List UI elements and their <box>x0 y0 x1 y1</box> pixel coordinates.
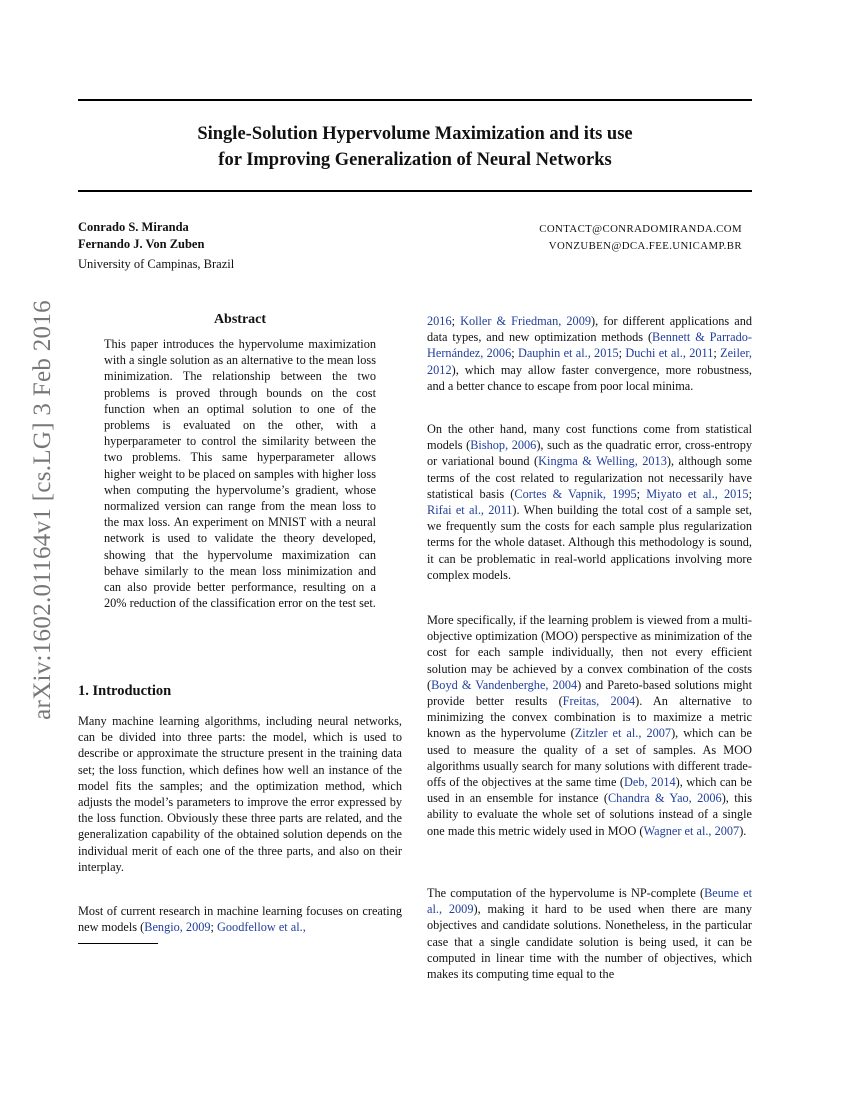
text-run: ; <box>618 346 626 361</box>
affiliation: University of Campinas, Brazil <box>78 257 235 271</box>
right-paragraph-4 <box>427 885 752 982</box>
author-email[interactable]: VONZUBEN@DCA.FEE.UNICAMP.BR <box>548 240 742 252</box>
right-paragraph-3 <box>427 612 752 839</box>
right-paragraph-2 <box>427 421 752 583</box>
paper-title <box>78 121 752 173</box>
title-line-2: for Improving Generalization of Neural Networks <box>218 150 612 170</box>
citation-link[interactable]: Miyato et al., 2015 <box>646 486 749 501</box>
text-run: On the other hand, many cost functions come from statistical models ( <box>427 422 752 453</box>
abstract-heading: Abstract <box>213 312 267 327</box>
author-block <box>78 219 234 273</box>
text-run: ), which can be used in an ensemble for instance ( <box>427 775 752 806</box>
citation-link[interactable]: Goodfellow et al., <box>217 920 306 935</box>
text-run: The computation of the hypervolume is NP-complete ( <box>427 886 705 900</box>
text-run: ; <box>210 920 218 935</box>
author-name: Fernando J. Von Zuben <box>78 237 205 251</box>
text-run: ; <box>748 486 752 501</box>
text-run: ). <box>739 823 747 838</box>
citation-link[interactable]: 2016 <box>427 314 452 328</box>
author-email[interactable]: CONTACT@CONRADOMIRANDA.COM <box>539 223 742 235</box>
arxiv-identifier[interactable]: arXiv:1602.01164v1 [cs.LG] 3 Feb 2016 <box>29 300 56 720</box>
footnote-rule <box>78 943 158 944</box>
citation-link[interactable]: Zeiler, 2012 <box>427 346 752 377</box>
citation-link[interactable]: Koller & Friedman, 2009 <box>460 314 591 328</box>
text-run: ; <box>451 314 461 328</box>
top-rule <box>78 99 752 101</box>
text-run: More specifically, if the learning problem is viewed from a multi-objective optimization (MOO) perspective as minimization of the cost for each sample individually, then not every efficient solution may be achieved by a convex combination of the costs ( <box>427 613 752 692</box>
text-run: ; <box>636 486 647 501</box>
text-run: ) and Pareto-based solutions might provide better results ( <box>427 677 752 709</box>
citation-link[interactable]: Bengio, 2009 <box>144 920 211 935</box>
citation-link[interactable]: Deb, 2014 <box>624 775 676 790</box>
text-run: ), for different applications and data types, and new optimization methods ( <box>427 314 752 345</box>
citation-link[interactable]: Beume et al., 2009 <box>427 886 752 917</box>
intro-paragraph-1: Many machine learning algorithms, including neural networks, can be divided into three parts: the model, which is used to describe or approximate the structure present in the training data set; the loss function, which defines how well an instance of the model fits the samples; and the optimization method, which adjusts the model’s parameters to improve the error expressed by the loss function. Obviously these three parts are related, and the generalization capability of the obtained solution depends on the individual merit of each one of the three parts, and also on their interplay. <box>78 714 402 874</box>
text-run: ), which may allow faster convergence, more robustness, and a better chance to escape from poor local minima. <box>427 362 752 393</box>
text-run: ). An alternative to minimizing the convex combination is to maximize a metric known as the hypervolume ( <box>427 694 753 741</box>
citation-link[interactable]: Freitas, 2004 <box>562 694 636 709</box>
citation-link[interactable]: Rifai et al., 2011 <box>427 503 513 518</box>
text-run: ; <box>713 346 721 361</box>
section-heading-introduction: 1. Introduction <box>78 683 172 699</box>
title-line-1: Single-Solution Hypervolume Maximization and its use <box>197 124 633 144</box>
intro-paragraph-2 <box>78 903 402 935</box>
text-run: ; <box>511 346 518 361</box>
email-block <box>539 221 742 255</box>
citation-link[interactable]: Duchi et al., 2011 <box>625 346 714 361</box>
citation-link[interactable]: Zitzler et al., 2007 <box>574 726 672 741</box>
citation-link[interactable]: Kingma & Welling, 2013 <box>538 454 667 469</box>
citation-link[interactable]: Cortes & Vapnik, 1995 <box>514 486 637 501</box>
title-bottom-rule <box>78 190 752 192</box>
text-run: ). When building the total cost of a sample set, we frequently sum the costs for each sample plus regularization terms for the whole dataset. Although this methodology is sound, it can be problematic in real-world applications involving more complex models. <box>427 503 752 582</box>
citation-link[interactable]: Boyd & Vandenberghe, 2004 <box>431 677 578 692</box>
right-paragraph-1 <box>427 313 752 394</box>
text-run: ), which can be used to measure the quality of a set of samples. As MOO algorithms usually search for many solutions with different trade-offs of the objectives at the same time ( <box>427 726 752 790</box>
text-run: Most of current research in machine learning focuses on creating new models ( <box>78 904 402 935</box>
citation-link[interactable]: Bennett & Parrado-Hernández, 2006 <box>427 330 752 361</box>
citation-link[interactable]: Chandra & Yao, 2006 <box>607 791 722 806</box>
author-name: Conrado S. Miranda <box>78 220 189 234</box>
citation-link[interactable]: Wagner et al., 2007 <box>643 823 740 838</box>
text-run: ), although some terms of the cost related to regularization not necessarily have statistical basis ( <box>427 454 752 501</box>
abstract-text: This paper introduces the hypervolume maximization with a single solution as an alternative to the mean loss minimization. The relationship between the two problems is proved through bounds on the cost function when an optimal solution to one of the problems is evaluated on the other, with a hyperparameter to control the similarity between the two problems. This same hyperparameter allows higher weight to be placed on samples with higher loss when computing the hypervolume’s gradient, whose normalized version can range from the mean loss to the max loss. An experiment on MNIST with a neural network is used to validate the theory developed, showing that the hypervolume maximization can behave similarly to the mean loss minimization and can also provide better performance, resulting on a 20% reduction of the classification error on the test set. <box>104 337 376 611</box>
text-run: ), making it hard to be used when there are many objectives and candidate solutions. Nonetheless, in the particular case that a single candidate solution is being used, it can be computed in linear time with the number of objectives, which makes its computing time equal to the <box>427 902 753 982</box>
citation-link[interactable]: Bishop, 2006 <box>470 438 537 453</box>
text-run: ), such as the quadratic error, cross-entropy or variational bound ( <box>427 438 752 469</box>
citation-link[interactable]: Dauphin et al., 2015 <box>517 346 619 361</box>
text-run: ), this ability to evaluate the whole set of solutions instead of a single one made this metric widely used in MOO ( <box>427 791 752 838</box>
